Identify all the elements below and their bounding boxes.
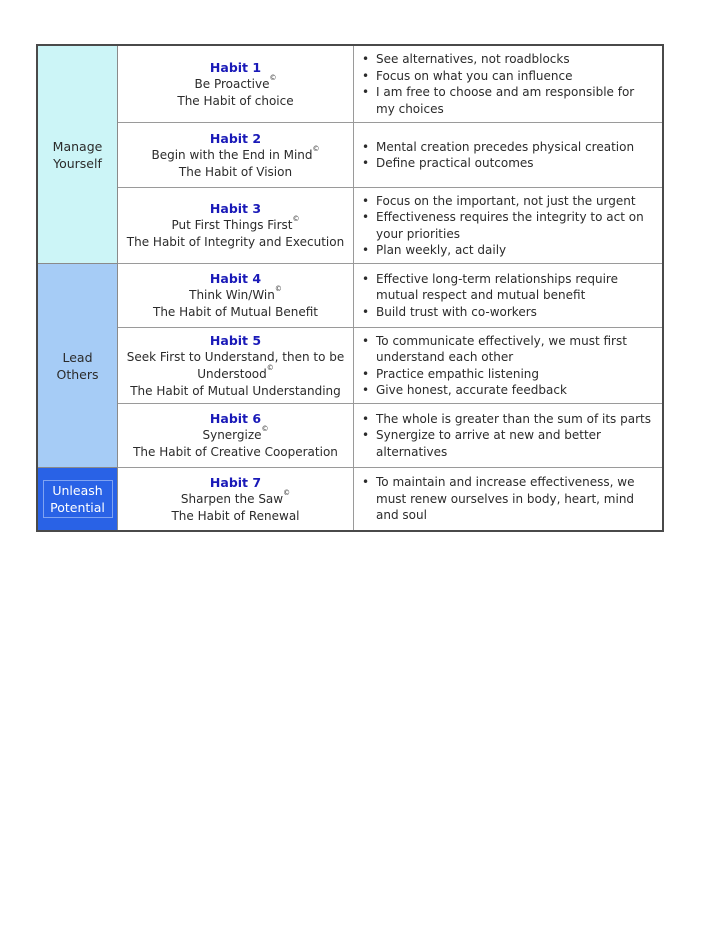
habit-points-cell bbox=[354, 46, 662, 122]
habit-points bbox=[360, 411, 656, 461]
habit-point: • Synergize to arrive at new and better alternatives bbox=[360, 427, 656, 460]
category-manage-yourself bbox=[38, 46, 118, 263]
habit-point: • Define practical outcomes bbox=[360, 155, 634, 172]
habit-cell bbox=[118, 188, 354, 263]
habit-points bbox=[360, 139, 634, 172]
habit-name: Seek First to Understand, then to be Understood© bbox=[126, 349, 345, 381]
habit-title: Habit 3 bbox=[209, 201, 262, 216]
habit-points bbox=[360, 51, 656, 117]
habit-subtitle: The Habit of Mutual Benefit bbox=[153, 305, 318, 319]
habit-point: • Effective long-term relationships require mutual respect and mutual benefit bbox=[360, 271, 656, 304]
copyright-mark: © bbox=[269, 73, 277, 82]
habit-title: Habit 7 bbox=[209, 474, 262, 490]
habit-subtitle: The Habit of Integrity and Execution bbox=[126, 235, 345, 249]
habit-title: Habit 4 bbox=[209, 271, 262, 286]
habit-points bbox=[360, 193, 656, 259]
habit-points bbox=[360, 333, 656, 399]
category-lead-others bbox=[38, 263, 118, 467]
habit-point: • Focus on what you can influence bbox=[360, 68, 656, 85]
habit-point: • See alternatives, not roadblocks bbox=[360, 51, 656, 68]
copyright-mark: © bbox=[274, 285, 282, 293]
habit-name: Synergize© bbox=[202, 425, 269, 442]
habits-table bbox=[36, 44, 664, 532]
category-label: Manage Yourself bbox=[52, 138, 103, 171]
copyright-mark: © bbox=[266, 363, 274, 372]
habit-points-cell bbox=[354, 328, 662, 403]
habit-name: Sharpen the Saw© bbox=[180, 488, 291, 506]
habit-point: • The whole is greater than the sum of its parts bbox=[360, 411, 656, 428]
habit-point: • Focus on the important, not just the urgent bbox=[360, 193, 656, 210]
copyright-mark: © bbox=[312, 144, 320, 153]
habit-name: Begin with the End in Mind© bbox=[151, 144, 320, 162]
habit-point: • Give honest, accurate feedback bbox=[360, 382, 656, 399]
habit-row-4 bbox=[118, 263, 662, 327]
habit-point: • To communicate effectively, we must first understand each other bbox=[360, 333, 656, 366]
category-unleash-potential bbox=[38, 467, 118, 530]
habit-subtitle: The Habit of Renewal bbox=[171, 508, 300, 523]
habit-point: • Mental creation precedes physical creation bbox=[360, 139, 634, 156]
habit-cell bbox=[118, 264, 354, 327]
habit-points-cell bbox=[354, 188, 662, 263]
habit-points-cell bbox=[354, 123, 662, 187]
habit-cell bbox=[118, 46, 354, 122]
category-label: Unleash Potential bbox=[43, 480, 113, 518]
habit-row-7 bbox=[118, 467, 662, 530]
category-label: Lead Others bbox=[56, 349, 99, 382]
habit-point: • To maintain and increase effectiveness, we must renew ourselves in body, heart, mind and soul bbox=[360, 474, 656, 524]
habit-point: • Practice empathic listening bbox=[360, 366, 656, 383]
habit-points-cell bbox=[354, 404, 662, 467]
habit-row-3 bbox=[118, 187, 662, 263]
habit-row-5 bbox=[118, 327, 662, 403]
copyright-mark: © bbox=[292, 215, 300, 223]
habit-row-1 bbox=[118, 46, 662, 122]
copyright-mark: © bbox=[261, 425, 269, 433]
habit-points-cell bbox=[354, 468, 662, 530]
habit-point: • Build trust with co-workers bbox=[360, 304, 656, 321]
habit-title: Habit 6 bbox=[209, 411, 262, 426]
habit-subtitle: The Habit of Vision bbox=[178, 164, 293, 179]
habit-name: Put First Things First© bbox=[171, 215, 300, 232]
habit-point: • Plan weekly, act daily bbox=[360, 242, 656, 259]
habit-subtitle: The Habit of choice bbox=[177, 93, 294, 108]
habit-points-cell bbox=[354, 264, 662, 327]
habit-points bbox=[360, 474, 656, 524]
habit-cell bbox=[118, 328, 354, 403]
habit-points bbox=[360, 271, 656, 321]
habit-row-2 bbox=[118, 122, 662, 187]
habit-title: Habit 2 bbox=[209, 130, 262, 146]
habit-name: Think Win/Win© bbox=[189, 285, 282, 302]
habit-cell bbox=[118, 404, 354, 467]
habit-cell bbox=[118, 468, 354, 530]
habit-name: Be Proactive© bbox=[194, 73, 277, 91]
habit-point: • Effectiveness requires the integrity to act on your priorities bbox=[360, 209, 656, 242]
habit-subtitle: The Habit of Mutual Understanding bbox=[130, 383, 341, 398]
habit-point: • I am free to choose and am responsible for my choices bbox=[360, 84, 656, 117]
copyright-mark: © bbox=[283, 488, 291, 497]
habit-title: Habit 1 bbox=[209, 59, 262, 75]
habit-subtitle: The Habit of Creative Cooperation bbox=[133, 445, 338, 459]
habit-cell bbox=[118, 123, 354, 187]
habit-row-6 bbox=[118, 403, 662, 467]
habit-title: Habit 5 bbox=[209, 332, 262, 348]
